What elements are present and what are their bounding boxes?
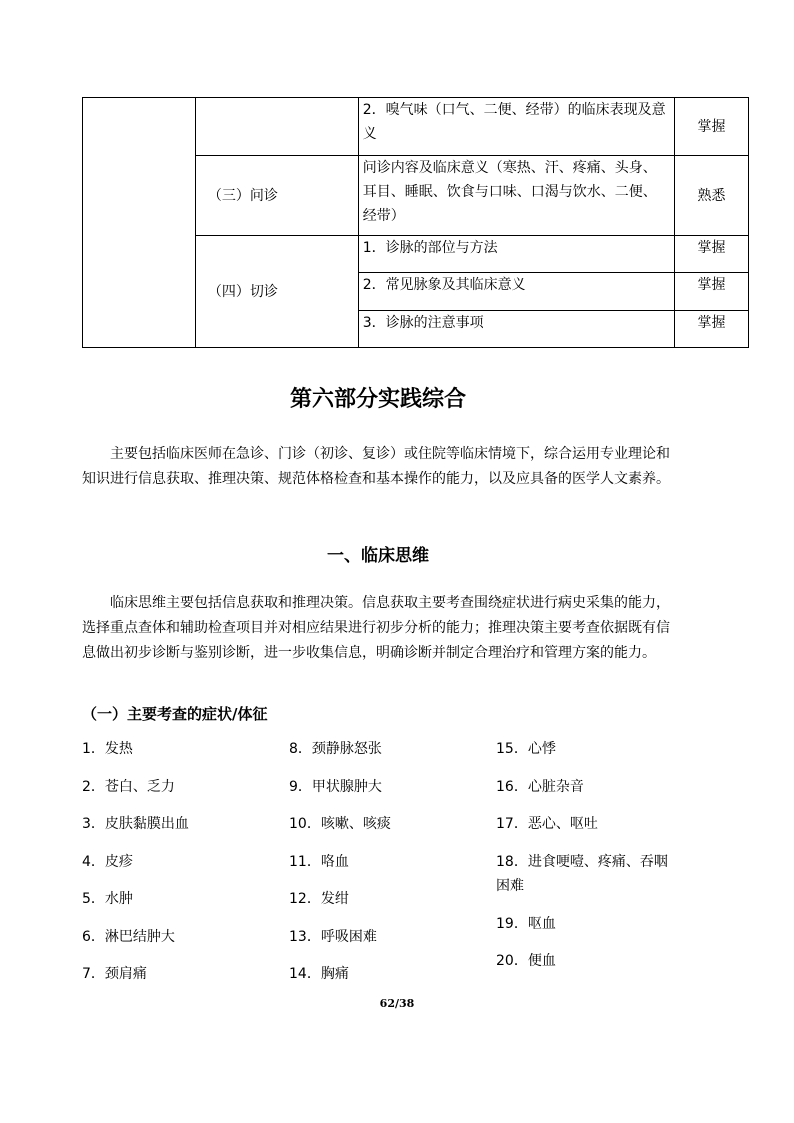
table-cell-sub: （四）切诊 <box>195 236 358 348</box>
symptom-column-3 <box>496 737 696 987</box>
list-item: 5．水肿 <box>82 891 133 907</box>
table-cell-sub <box>195 98 358 156</box>
symptom-column-2 <box>289 737 489 1000</box>
list-item: 6．淋巴结肿大 <box>82 928 175 945</box>
table-cell-unit <box>83 98 196 348</box>
list-item: 14．胸痛 <box>289 966 349 982</box>
table-cell-content: 1．诊脉的部位与方法 <box>358 236 674 273</box>
list-item: 8．颈静脉怒张 <box>289 741 382 757</box>
table-cell-content: 2．常见脉象及其临床意义 <box>358 273 674 311</box>
section-title: 一、临床思维 <box>327 546 429 566</box>
table-cell-level: 熟悉 <box>675 156 749 236</box>
list-item: 17．恶心、呕吐 <box>496 816 598 832</box>
table-cell-content: 问诊内容及临床意义（寒热、汗、疼痛、头身、耳目、睡眠、饮食与口味、口渴与饮水、二便、经带） <box>358 156 674 236</box>
subsection-title: （一）主要考查的症状/体征 <box>82 705 268 723</box>
list-item: 3．皮肤黏膜出血 <box>82 816 189 832</box>
table-cell-content: 2．嗅气味（口气、二便、经带）的临床表现及意义 <box>358 98 674 156</box>
table-cell-level: 掌握 <box>675 273 749 311</box>
symptom-column-1 <box>82 737 282 1000</box>
intro-paragraph: 主要包括临床医师在急诊、门诊（初诊、复诊）或住院等临床情境下，综合运用专业理论和知识进行信息获取、推理决策、规范体格检查和基本操作的能力，以及应具备的医学人文素养。 <box>82 446 670 487</box>
table-row <box>83 98 749 156</box>
list-item: 4．皮疹 <box>82 853 133 870</box>
list-item: 11．咯血 <box>289 853 349 870</box>
list-item: 9．甲状腺肿大 <box>289 778 382 795</box>
list-item: 7．颈肩痛 <box>82 966 147 982</box>
table-cell-level: 掌握 <box>675 311 749 348</box>
table-cell-sub: （三）问诊 <box>195 156 358 236</box>
table-cell-content: 3．诊脉的注意事项 <box>358 311 674 348</box>
part-title: 第六部分实践综合 <box>289 386 466 412</box>
table-cell-level: 掌握 <box>675 98 749 156</box>
section-paragraph: 临床思维主要包括信息获取和推理决策。信息获取主要考查围绕症状进行病史采集的能力，选择重点查体和辅助检查项目并对相应结果进行初步分析的能力；推理决策主要考查依据既有信息做出初步诊断与鉴别诊断，进一步收集信息，明确诊断并制定合理治疗和管理方案的能力。 <box>82 595 670 661</box>
list-item: 2．苍白、乏力 <box>82 778 175 795</box>
list-item: 13．呼吸困难 <box>289 928 377 945</box>
page-number: 62/38 <box>379 997 415 1010</box>
list-item: 18．进食哽噎、疼痛、吞咽困难 <box>496 853 668 894</box>
list-item: 16．心脏杂音 <box>496 778 584 795</box>
list-item: 20．便血 <box>496 953 556 969</box>
syllabus-table <box>82 97 749 348</box>
list-item: 10．咳嗽、咳痰 <box>289 816 391 832</box>
list-item: 12．发绀 <box>289 891 349 907</box>
list-item: 19．呕血 <box>496 915 556 932</box>
table-cell-level: 掌握 <box>675 236 749 273</box>
list-item: 1．发热 <box>82 741 133 757</box>
list-item: 15．心悸 <box>496 741 556 757</box>
